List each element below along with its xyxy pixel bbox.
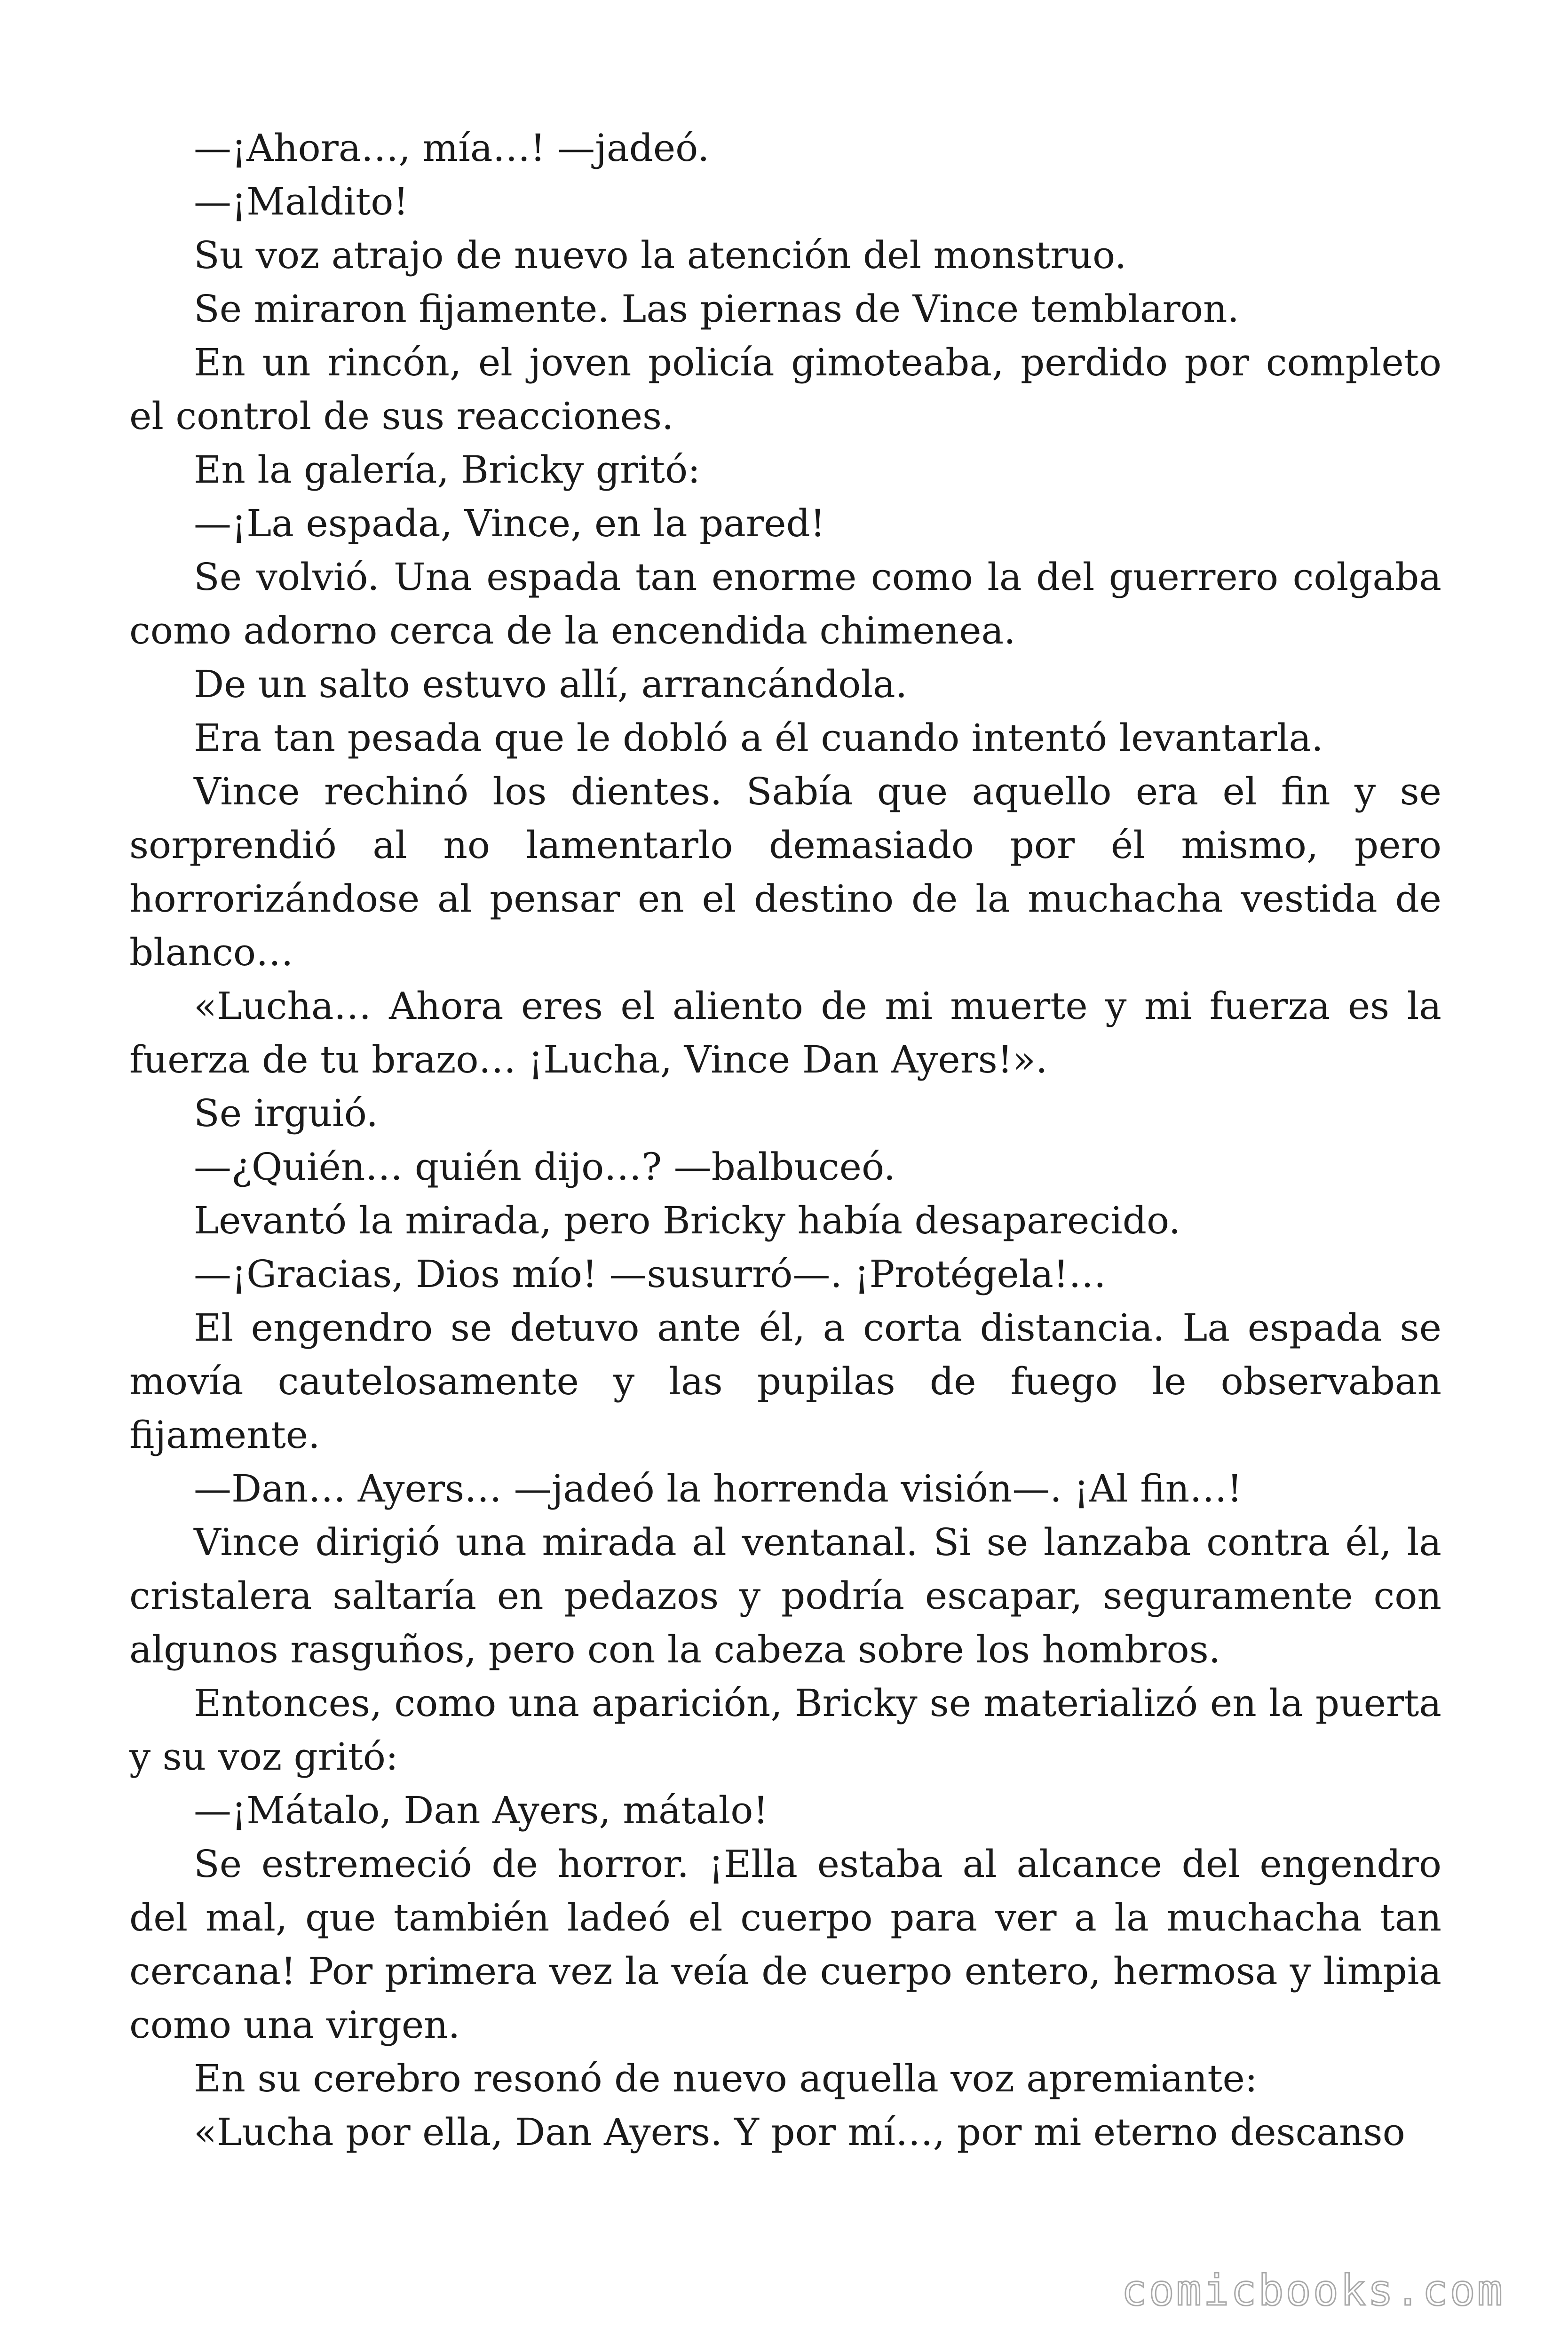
paragraph: Levantó la mirada, pero Bricky había desaparecido. — [194, 1199, 1181, 1242]
paragraph: —¡Gracias, Dios mío! —susurró—. ¡Protégela!… — [194, 1252, 1107, 1296]
paragraph: De un salto estuvo allí, arrancándola. — [194, 662, 908, 706]
paragraph: Se estremeció de horror. ¡Ella estaba al alcance del engendro del mal, que también ladeó el cuerpo para ver a la muchacha tan cercana! Por primera vez la veía de cuerpo entero, hermosa y limpia como una virgen. — [129, 1842, 1441, 2047]
paragraph: El engendro se detuvo ante él, a corta distancia. La espada se movía cautelosamente y las pupilas de fuego le observaban fijamente. — [129, 1306, 1441, 1457]
paragraph: «Lucha… Ahora eres el aliento de mi muerte y mi fuerza es la fuerza de tu brazo… ¡Lucha, Vince Dan Ayers!». — [129, 984, 1441, 1081]
paragraph: —¡La espada, Vince, en la pared! — [194, 501, 825, 545]
paragraph: —¡Ahora…, mía…! —jadeó. — [194, 126, 710, 170]
paragraph: En la galería, Bricky gritó: — [194, 448, 701, 492]
paragraph: Se volvió. Una espada tan enorme como la del guerrero colgaba como adorno cerca de la encendida chimenea. — [129, 555, 1441, 652]
paragraph: —¿Quién… quién dijo…? —balbuceó. — [194, 1145, 896, 1189]
watermark: comicbooks.com — [1121, 2266, 1505, 2315]
paragraph: En su cerebro resonó de nuevo aquella voz apremiante: — [194, 2057, 1258, 2100]
paragraph: «Lucha por ella, Dan Ayers. Y por mí…, por mi eterno descanso — [194, 2110, 1405, 2154]
paragraph: —¡Maldito! — [194, 180, 409, 223]
body-text — [129, 121, 1441, 2159]
paragraph: En un rincón, el joven policía gimoteaba, perdido por completo el control de sus reacciones. — [129, 341, 1441, 438]
paragraph: Era tan pesada que le dobló a él cuando intentó levantarla. — [194, 716, 1323, 760]
paragraph: Se irguió. — [194, 1091, 378, 1135]
paragraph: Entonces, como una aparición, Bricky se materializó en la puerta y su voz gritó: — [129, 1681, 1441, 1779]
paragraph: —Dan… Ayers… —jadeó la horrenda visión—. ¡Al fin…! — [194, 1467, 1243, 1510]
paragraph: —¡Mátalo, Dan Ayers, mátalo! — [194, 1788, 768, 1832]
paragraph: Vince rechinó los dientes. Sabía que aquello era el fin y se sorprendió al no lamentarlo demasiado por él mismo, pero horrorizándose al pensar en el destino de la muchacha vestida de blanco… — [129, 770, 1441, 974]
paragraph: Su voz atrajo de nuevo la atención del monstruo. — [194, 233, 1127, 277]
paragraph: Se miraron fijamente. Las piernas de Vince temblaron. — [194, 287, 1239, 331]
paragraph: Vince dirigió una mirada al ventanal. Si se lanzaba contra él, la cristalera saltaría en pedazos y podría escapar, seguramente con algunos rasguños, pero con la cabeza sobre los hombros. — [129, 1520, 1441, 1671]
